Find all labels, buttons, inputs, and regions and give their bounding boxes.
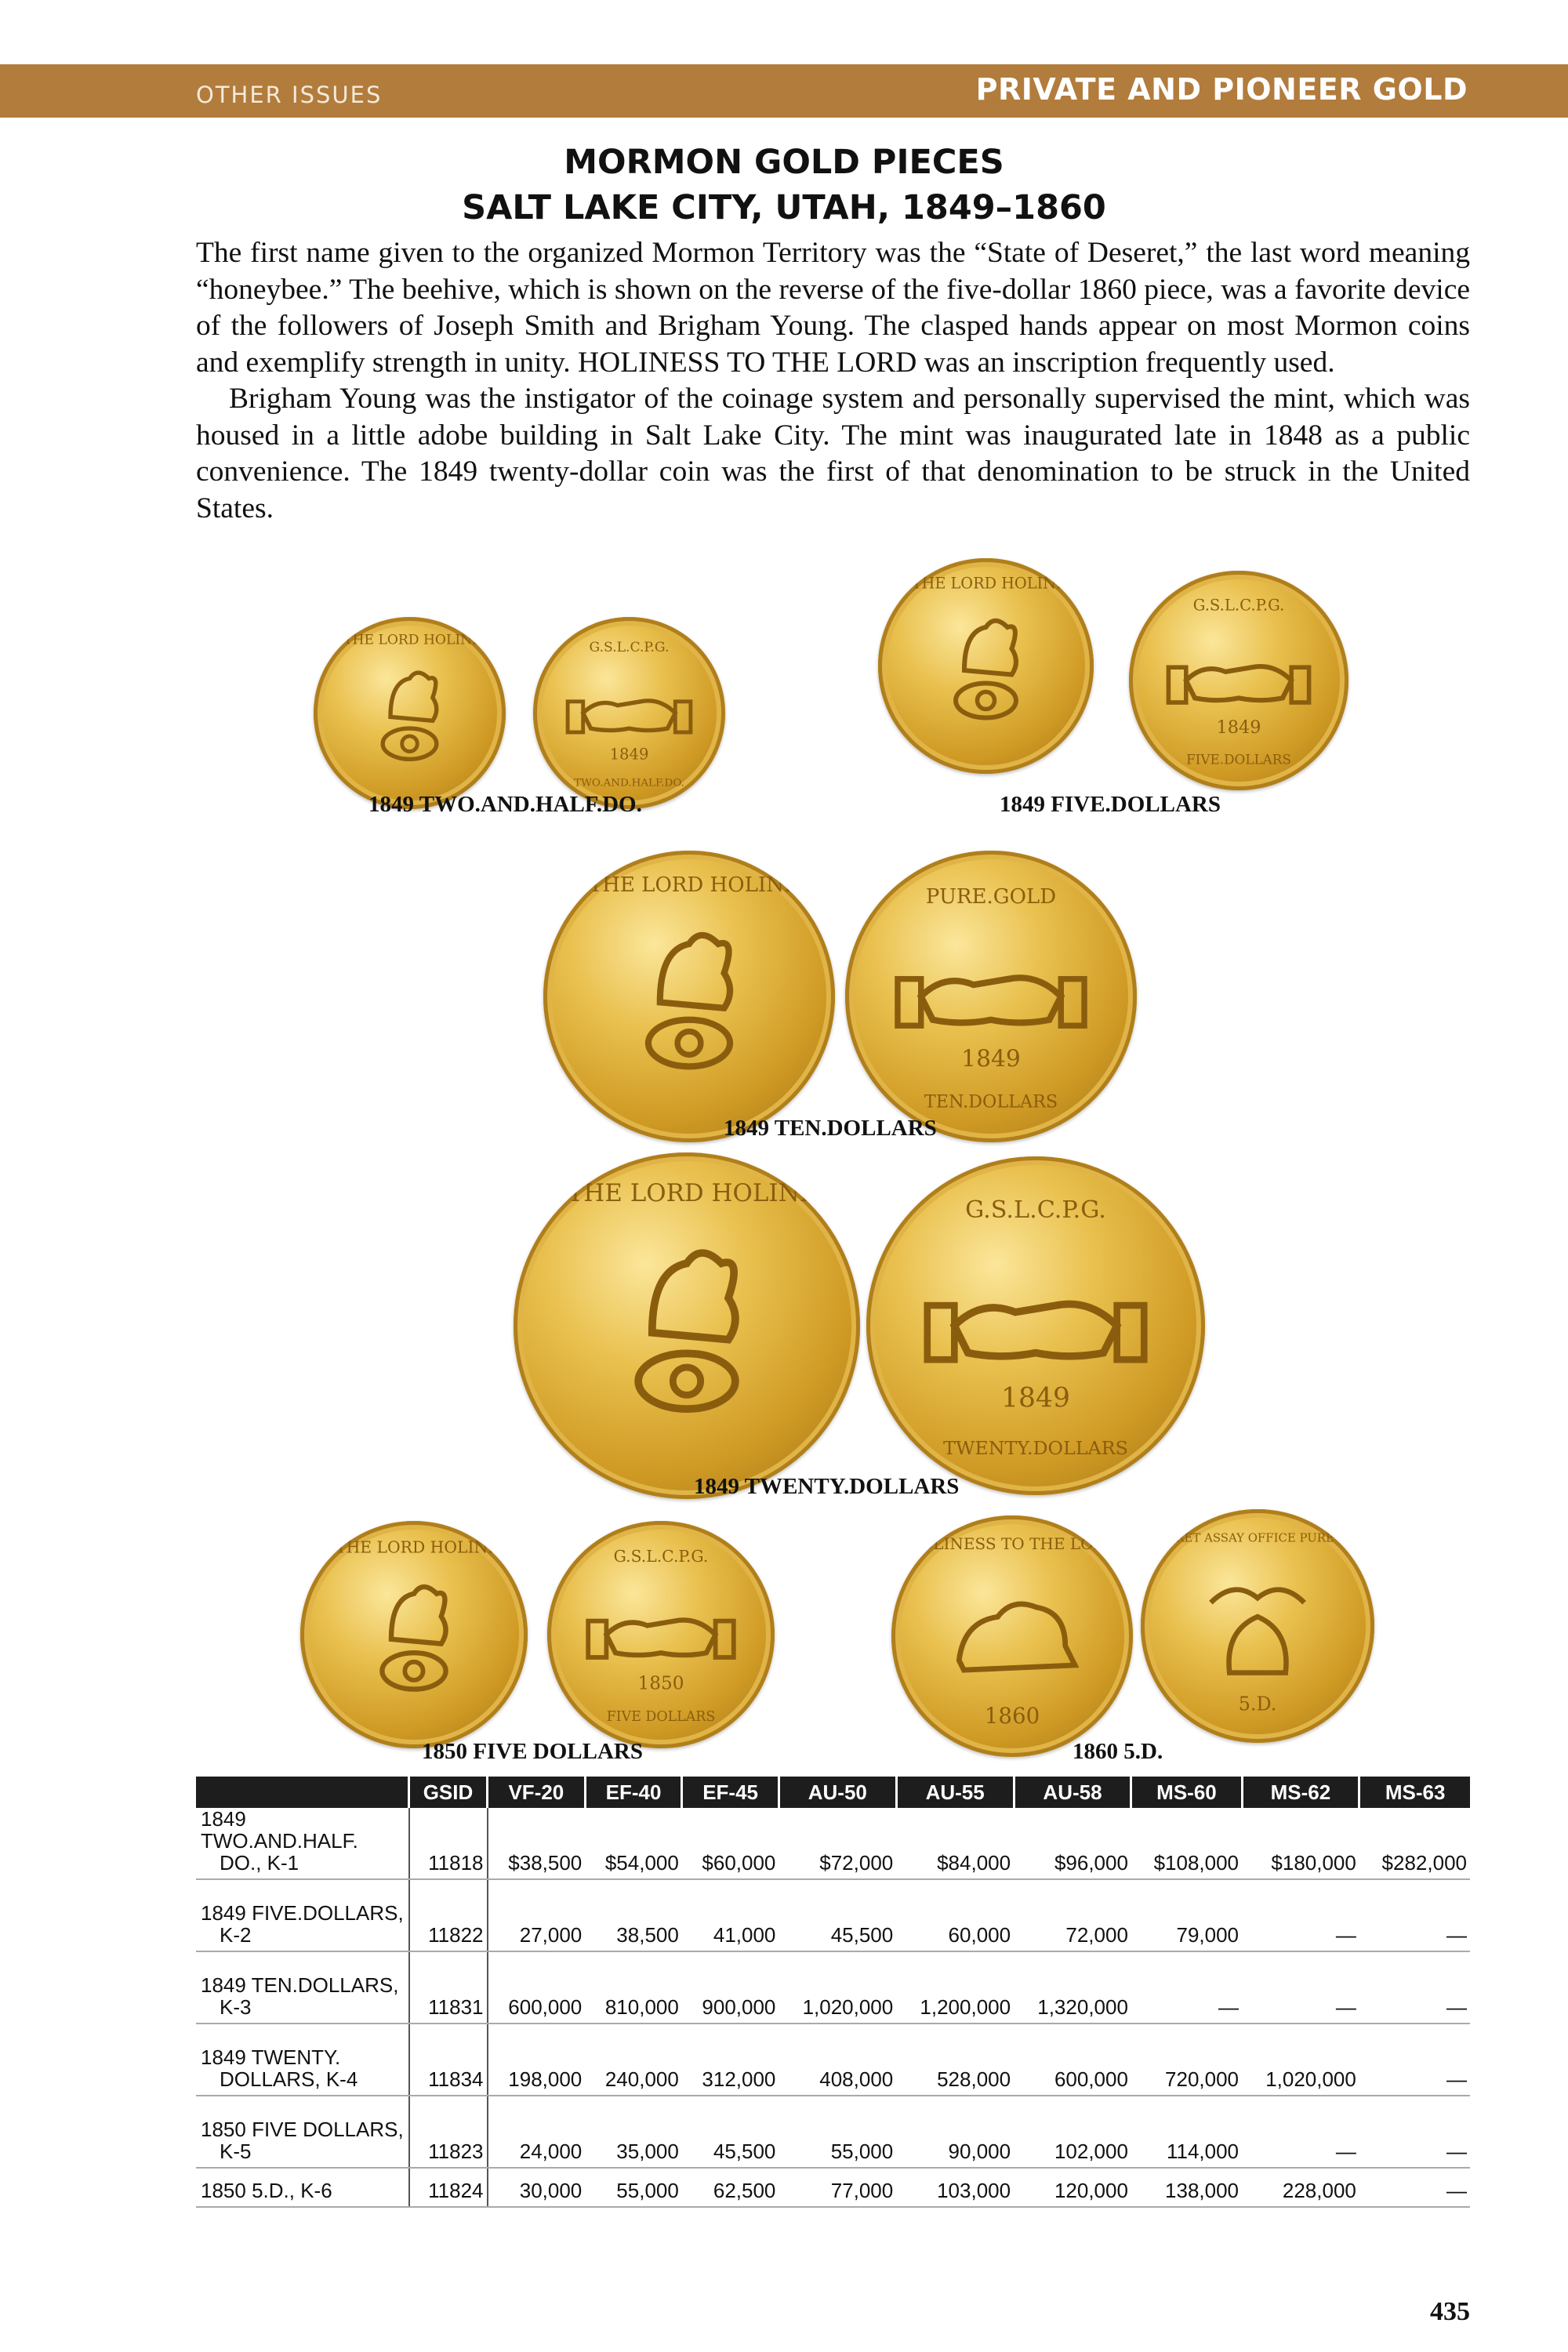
table-cell: 810,000 [585,1951,682,2024]
table-cell: 45,500 [779,1879,896,1951]
column-header: MS-63 [1359,1777,1470,1808]
table-cell: — [1359,2168,1470,2207]
row-label-line: 1850 FIVE DOLLARS, [201,2118,404,2141]
caption: 1849 TWO.AND.HALF.DO. [368,792,642,817]
row-label-line: 1849 FIVE.DOLLARS, [201,1901,404,1925]
table-cell: 24,000 [488,2096,586,2168]
caption: 1849 TWENTY.DOLLARS [694,1474,960,1499]
table-cell: 600,000 [488,1951,586,2024]
row-label-line: DOLLARS, K-4 [220,2067,358,2091]
row-label-line: K-2 [220,1923,252,1947]
section-label: OTHER ISSUES [196,82,383,108]
table-cell: 240,000 [585,2024,682,2096]
coin-date: 1849 [609,745,649,764]
row-label [196,2168,409,2207]
table-cell: — [1359,2024,1470,2096]
table-cell: — [1131,1951,1242,2024]
table-cell: $96,000 [1014,1808,1131,1879]
caption: 1850 FIVE DOLLARS [422,1739,643,1764]
table-cell: 79,000 [1131,1879,1242,1951]
table-cell: $180,000 [1242,1808,1359,1879]
column-header [196,1777,409,1808]
paragraph: The first name given to the organized Mormon Territory was the “State of Deseret,” the last word meaning “honeybee.” The beehive, which is shown on the reverse of the five-dollar 1860 piece, was a favorite device of the followers of Joseph Smith and Brigham Young. The clasped hands appear on most Mormon coins and exemplify strength in unity. HOLINESS TO THE LORD was an inscription frequently used. [196,237,1470,379]
table-row [196,1879,1470,1951]
row-label-line: 1850 5.D., K-6 [201,2179,332,2202]
coin-denomination: TWENTY.DOLLARS [943,1437,1128,1460]
table-cell: 60,000 [896,1879,1014,1951]
row-label [196,2096,409,2168]
table-cell: $54,000 [585,1808,682,1879]
table-cell: 55,000 [585,2168,682,2207]
coin-1849-5-reverse [1129,571,1348,790]
column-header: AU-55 [896,1777,1014,1808]
coin-1849-20-reverse [866,1156,1205,1495]
table-cell: 11818 [409,1808,488,1879]
table-cell: 720,000 [1131,2024,1242,2096]
table-row [196,1808,1470,1879]
table-row [196,1951,1470,2024]
table-cell: — [1242,1951,1359,2024]
column-header: AU-58 [1014,1777,1131,1808]
coin-1860-5-reverse [1141,1509,1374,1743]
caption: 1860 5.D. [1073,1739,1163,1764]
table-cell: 72,000 [1014,1879,1131,1951]
coin-1849-10-obverse [543,851,835,1142]
table-cell: $84,000 [896,1808,1014,1879]
coin-legend: TO THE LORD HOLINESS [307,1537,521,1557]
coin-1849-2half-reverse [533,617,725,809]
table-cell: — [1359,2096,1470,2168]
coin-date: 1860 [984,1702,1040,1729]
table-cell: 77,000 [779,2168,896,2207]
coin-denomination: FIVE.DOLLARS [1186,751,1291,768]
caption: 1849 FIVE.DOLLARS [1000,792,1221,817]
coin-legend: TO THE LORD HOLINESS [523,1178,851,1207]
table-cell: $108,000 [1131,1808,1242,1879]
table-cell: 41,000 [682,1879,779,1951]
table-cell: 30,000 [488,2168,586,2207]
table-cell: $60,000 [682,1808,779,1879]
table-cell: 228,000 [1242,2168,1359,2207]
table-cell: 35,000 [585,2096,682,2168]
table-cell: 38,500 [585,1879,682,1951]
coin-legend: G.S.L.C.P.G. [1192,596,1285,615]
column-header: MS-60 [1131,1777,1242,1808]
page-number: 435 [1430,2297,1470,2326]
table-cell: $282,000 [1359,1808,1470,1879]
chapter-title: PRIVATE AND PIONEER GOLD [975,72,1468,107]
table-cell: 312,000 [682,2024,779,2096]
column-header: GSID [409,1777,488,1808]
page-title: MORMON GOLD PIECES [564,143,1004,182]
table-cell: — [1242,2096,1359,2168]
table-cell: 600,000 [1014,2024,1131,2096]
row-label [196,1879,409,1951]
coin-1849-10-reverse [845,851,1137,1142]
table-cell: 11824 [409,2168,488,2207]
column-header: EF-40 [585,1777,682,1808]
coin-1849-20-obverse [514,1152,860,1499]
coin-legend: G.S.L.C.P.G. [965,1196,1106,1224]
coin-legend: TO THE LORD HOLINESS [319,632,500,648]
table-cell: 1,020,000 [1242,2024,1359,2096]
caption: 1849 TEN.DOLLARS [724,1116,937,1141]
row-label [196,1808,409,1879]
table-cell: 1,320,000 [1014,1951,1131,2024]
coin-legend: G.S.L.C.P.G. [613,1547,709,1566]
table-cell: $38,500 [488,1808,586,1879]
coin-1849-2half-obverse [314,617,506,809]
coin-denomination: 5.D. [1238,1693,1277,1715]
table-cell: 408,000 [779,2024,896,2096]
running-header [0,64,1568,118]
coin-1850-5-reverse [547,1521,775,1748]
table-row [196,2024,1470,2096]
coin-legend: HOLINESS TO THE LORD [906,1534,1118,1554]
column-header: EF-45 [682,1777,779,1808]
table-cell: — [1359,1951,1470,2024]
row-label-line: 1849 TWENTY. [201,2045,341,2069]
row-label-line: K-5 [220,2140,252,2163]
price-table [196,1777,1470,2208]
table-cell: 138,000 [1131,2168,1242,2207]
table-cell: 198,000 [488,2024,586,2096]
row-label-line: DO., K-1 [220,1851,299,1875]
coin-1850-5-obverse [300,1521,528,1748]
row-label [196,2024,409,2096]
table-cell: 900,000 [682,1951,779,2024]
row-label-line: 1849 TEN.DOLLARS, [201,1973,399,1997]
table-cell: 62,500 [682,2168,779,2207]
page-subtitle: SALT LAKE CITY, UTAH, 1849–1860 [462,188,1106,227]
table-cell: $72,000 [779,1808,896,1879]
coin-1860-5-obverse [891,1515,1133,1757]
coin-denomination: TWO.AND.HALF.DO. [574,776,684,789]
table-cell: 11823 [409,2096,488,2168]
coin-legend: PURE.GOLD [925,884,1057,909]
table-row [196,2168,1470,2207]
table-cell: — [1359,1879,1470,1951]
coin-date: 1849 [1001,1382,1070,1414]
coin-denomination: FIVE DOLLARS [606,1709,716,1726]
column-header: AU-50 [779,1777,896,1808]
coin-legend: TO THE LORD HOLINESS [884,574,1088,593]
coin-denomination: TEN.DOLLARS [924,1091,1058,1112]
coin-1849-5-obverse [878,558,1094,774]
table-cell: 114,000 [1131,2096,1242,2168]
coin-legend: TO THE LORD HOLINESS [551,873,827,898]
table-cell: 103,000 [896,2168,1014,2207]
table-cell: 11834 [409,2024,488,2096]
coin-date: 1850 [637,1672,684,1694]
table-cell: 55,000 [779,2096,896,2168]
table-cell: 11831 [409,1951,488,2024]
table-header-row [196,1777,1470,1808]
table-cell: 27,000 [488,1879,586,1951]
row-label-line: K-3 [220,1995,252,2019]
table-cell: 1,200,000 [896,1951,1014,2024]
body-text [196,235,1470,527]
table-cell: 90,000 [896,2096,1014,2168]
table-cell: 1,020,000 [779,1951,896,2024]
column-header: VF-20 [488,1777,586,1808]
table-cell: 120,000 [1014,2168,1131,2207]
row-label [196,1951,409,2024]
coin-date: 1849 [1216,717,1261,739]
table-cell: 528,000 [896,2024,1014,2096]
column-header: MS-62 [1242,1777,1359,1808]
coin-date: 1849 [961,1045,1021,1073]
table-cell: 45,500 [682,2096,779,2168]
coin-legend: G.S.L.C.P.G. [589,640,670,656]
row-label-line: 1849 TWO.AND.HALF. [201,1807,358,1853]
table-cell: 11822 [409,1879,488,1951]
table-cell: 102,000 [1014,2096,1131,2168]
paragraph: Brigham Young was the instigator of the coinage system and personally supervised the mint, which was housed in a little adobe building in Salt Lake City. The mint was inaugurated late in 1848 as a public convenience. The 1849 twenty-dollar coin was the first of that denomination to be struck in the United States. [196,383,1470,524]
coin-legend: DESERET ASSAY OFFICE PURE GOLD [1141,1530,1374,1545]
table-row [196,2096,1470,2168]
table-cell: — [1242,1879,1359,1951]
